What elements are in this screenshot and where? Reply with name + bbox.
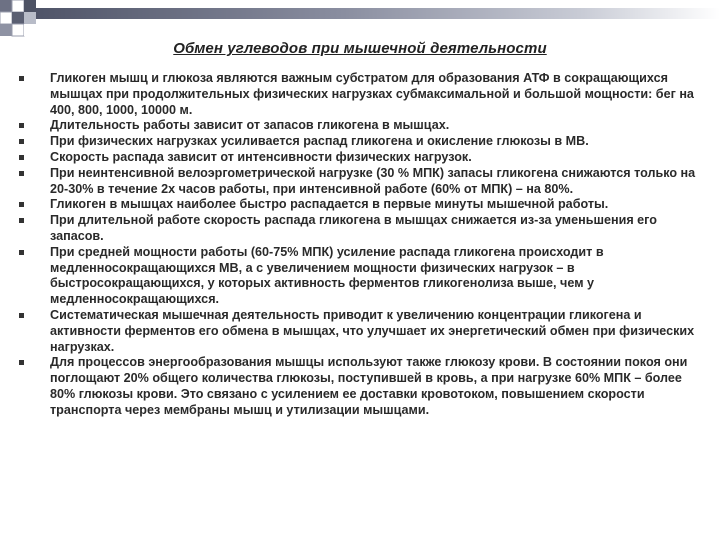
bullet-text: При средней мощности работы (60-75% МПК) усиление распада гликогена происходит в медленносокращающихся МВ, а с увеличением мощности физических нагрузок – в быстросокращающихся, у которых активность ферментов гликогенолиза выше, чем у медленносокращающихся. — [50, 244, 604, 307]
bullet-text: При длительной работе скорость распада гликогена в мышцах снижается из-за уменьшения его запасов. — [50, 213, 657, 243]
bullet-item — [0, 308, 720, 355]
bullet-item — [0, 166, 720, 198]
decorative-squares — [0, 0, 720, 40]
bullet-text: Гликоген мышц и глюкоза являются важным субстратом для образования АТФ в сокращающихся мышцах при продолжительных физических нагрузках субмаксимальной и большой мощности: бег на 400, 800, 1000, 10000 м. — [50, 71, 694, 117]
bullet-text: При неинтенсивной велоэргометрической нагрузке (30 % МПК) запасы гликогена снижаются только на 20-30% в течение 2х часов работы, при интенсивной работе (60% от МПК) – на 80%. — [50, 165, 696, 196]
bullet-item — [0, 134, 720, 150]
deco-square — [0, 0, 12, 12]
bullet-item — [0, 71, 720, 118]
bullet-text: Систематическая мышечная деятельность приводит к увеличению концентрации гликогена и активности ферментов его обмена в мышцах, что улучшает их энергетический обмен при физических нагрузках. — [50, 307, 695, 354]
bullet-item — [0, 213, 720, 245]
square-bullet-icon — [19, 155, 24, 160]
square-bullet-icon — [19, 139, 24, 144]
square-bullet-icon — [19, 171, 24, 176]
deco-square — [12, 0, 24, 12]
bullet-item — [0, 150, 720, 166]
deco-square — [12, 12, 24, 24]
deco-square — [0, 24, 12, 36]
header-band — [36, 8, 720, 19]
bullet-item — [0, 355, 720, 418]
deco-square — [24, 12, 36, 24]
bullet-text: Для процессов энергообразования мышцы используют также глюкозу крови. В состоянии покоя они поглощают 20% общего количества глюкозы, поступившей в кровь, а при нагрузке 60% МПК – более 80% глюкозы крови. Это связано с усилением ее доставки кровотоком, повышением скорости транспорта через мембраны мышц и утилизации мышцами. — [50, 355, 688, 417]
bullet-text: Длительность работы зависит от запасов гликогена в мышцах. — [50, 118, 450, 133]
deco-square — [12, 24, 24, 36]
bullet-text: При физических нагрузках усиливается распад гликогена и окисление глюкозы в МВ. — [50, 134, 589, 149]
slide-title: Обмен углеводов при мышечной деятельности — [173, 40, 547, 57]
square-bullet-icon — [19, 360, 24, 365]
deco-square — [0, 12, 12, 24]
square-bullet-icon — [19, 218, 24, 223]
bullet-list — [0, 71, 720, 419]
bullet-item — [0, 197, 720, 213]
bullet-text: Гликоген в мышцах наиболее быстро распадается в первые минуты мышечной работы. — [50, 197, 609, 212]
square-bullet-icon — [19, 313, 24, 318]
square-bullet-icon — [19, 202, 24, 207]
deco-square — [24, 0, 36, 12]
deco-square — [24, 24, 36, 36]
square-bullet-icon — [19, 76, 24, 81]
bullet-item — [0, 118, 720, 134]
bullet-item — [0, 245, 720, 308]
square-bullet-icon — [19, 250, 24, 255]
square-bullet-icon — [19, 123, 24, 128]
bullet-text: Скорость распада зависит от интенсивности физических нагрузок. — [50, 149, 472, 164]
